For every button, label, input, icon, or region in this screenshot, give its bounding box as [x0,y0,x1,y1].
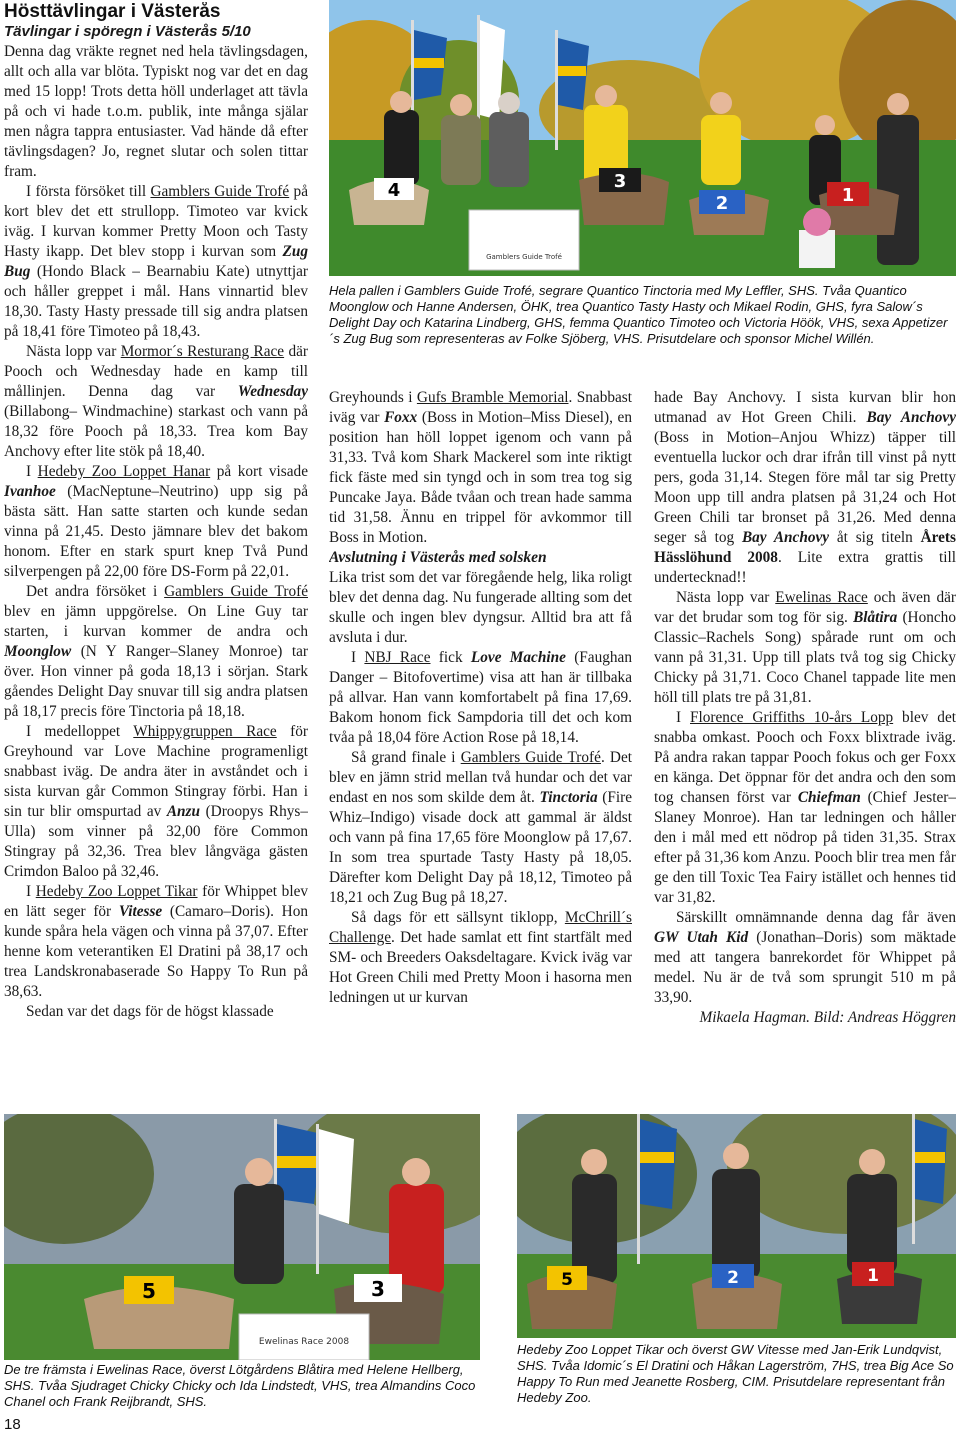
dog-name: GW Utah Kid [654,929,749,946]
race-name: NBJ Race [364,649,431,666]
race-number-1: 1 [841,185,855,206]
page-number: 18 [4,1416,21,1433]
paragraph: I NBJ Race fick Love Machine (Faughan Danger – Bitofovertime) visa att han är tillbaka på allvar. Han vann komfortabelt på fina 17,69. Bakom honom fick Sampdoria till det och kom tvåa på 18,04 före Action Rose på 18,14. [329,649,632,746]
paragraph: Så dags för ett sällsynt tiklopp, McChrill´s Challenge. Det hade samlat ett fint startfält med SM- och Breeders Oaksdeltagare. Kvick iväg var Hot Green Chili med Pretty Moon i hasorna men ledningen ut ur kurvan [329,909,632,1006]
section-heading: Avslutning i Västerås med solsken [329,549,547,566]
paragraph: I första försöket till Gamblers Guide Trofé på kort blev det ett strullopp. Timoteo var kvick iväg. I kurvan kommer Pretty Moon och Tasty Hasty ikapp. Det blev stopp i kurvan som Zug Bug (Hondo Black – Bearnabiu Kate) utnyttjar och håller greppet i mål. Hans vinnartid blev 18,30. Tasty Hasty pressade till sig andra platsen på 18,41 före Timoteo på 18,43. [4,183,308,340]
article-column-2 [329,388,632,1094]
dog-name: Foxx [384,409,418,426]
hedeby-zoo-photo [517,1114,956,1338]
race-number-2: 2 [727,1268,739,1288]
paragraph: Lika trist som det var föregående helg, lika roligt blev det denna dag. Nu fungerade allting som det skulle och ingen blev dyngsur. Alltid bra att få avsluta i dur. [329,569,632,646]
dog-name: Chiefman [797,789,861,806]
race-name: Hedeby Zoo Loppet Hanar [37,463,211,480]
paragraph: Så grand finale i Gamblers Guide Trofé. Det blev en jämn strid mellan två hundar och det var endast en nos som skilde dem åt. Tinctoria (Fire Whiz–Indigo) visade dock att gammal är äldst och vann på fina 17,65 före Moonglow på 17,67. In som trea spurtade Tasty Hasty på 18,05. Därefter kom Delight Day på 18,12, Timoteo på 18,21 och Zug Bug på 18,27. [329,749,632,906]
race-number-4: 4 [387,180,401,201]
dog-name: Blåtira [853,609,898,626]
race-number-5: 5 [561,1270,573,1290]
article-column-1 [4,2,308,1094]
title-name: Årets Hässlöhund 2008 [654,529,956,566]
race-number-3: 3 [371,1277,385,1301]
paragraph: Nästa lopp var Mormor´s Resturang Race där Pooch och Wednesday hade en kamp till mållinjen. Denna dag var Wednesday (Billabong– Windmachine) starkast och vann på 18,32 före Pooch på 18,33. Trea kom Bay Anchovy efter lite stök på 18,40. [4,343,308,460]
race-name: Gamblers Guide Trofé [150,183,290,200]
dog-name: Ivanhoe [4,483,56,500]
dog-name: Tinctoria [539,789,598,806]
dog-name: Zug Bug [4,243,308,280]
race-name: Whippygruppen Race [133,723,277,740]
podium-text: Ewelinas Race 2008 [258,1337,350,1347]
dog-name: Love Machine [470,649,566,666]
race-name: McChrill´s Challenge [329,909,632,946]
podium-photo [329,0,956,276]
dog-name: Anzu [166,803,201,820]
paragraph: Nästa lopp var Ewelinas Race och även där var det brudar som tog för sig. Blåtira (Honcho Classic–Rachels Song) spårade runt om och vann på 31,31. Upp till plats två tog sig Chicky Chicky på 31,71. Coco Chanel tappade lite men höll till plats tre på 31,81. [654,589,956,706]
paragraph: Denna dag vräkte regnet ned hela tävlingsdagen, allt och alla var blöta. Typiskt nog var det en dag med 15 lopp! Trots detta höll underlaget att tävla på och vi hade t.o.m. publik, inte många själar men några tappra entusiaster. Vad hände då efter tävlingsdagen? Jo, regnet slutar och solen tittar fram. [4,43,308,180]
race-name: Gamblers Guide Trofé [164,583,308,600]
paragraph: Särskillt omnämnande denna dag får även GW Utah Kid (Jonathan–Doris) som mäktade med att tangera banrekordet för Whippet på medel. Nu är de två som sprungit 510 m på 33,90. [654,909,956,1006]
race-name: Florence Griffiths 10-års Lopp [690,709,894,726]
race-name: Hedeby Zoo Loppet Tikar [35,883,198,900]
race-number-3: 3 [613,171,627,192]
race-name: Mormor´s Resturang Race [120,343,285,360]
bottom-right-photo-caption: Hedeby Zoo Loppet Tikar och överst GW Vitesse med Jan-Erik Lundqvist, SHS. Tvåa Idomic´s El Dratini och Håkan Lagerström, 7HS, trea Big Ace So Happy To Run med Jeanette Rosberg, CIM. Prisutdelare representant från Hedeby Zoo. [517,1342,954,1405]
dog-name: Vitesse [118,903,163,920]
paragraph: hade Bay Anchovy. I sista kurvan blir hon utmanad av Hot Green Chili. Bay Anchovy (Boss in Motion–Anjou Whizz) täpper till eventuella luckor och drar ifrån till vinst på nytt pers, goda 31,14. Stegen före mål tar sig Pretty Moon upp till andra platsen på 31,24 och Hot Green Chili tar bronset på 31,26. Med denna seger så tog Bay Anchovy åt sig titeln Årets Hässlöhund 2008. Lite extra grattis till undertecknad!! [654,389,956,586]
bottom-left-photo-caption: De tre främsta i Ewelinas Race, överst Lötgårdens Blåtira med Helene Hellberg, SHS. Tvåa Sjudraget Chicky Chicky och Ida Lindstedt, VHS, trea Almandins Coco Chanel och Frank Reijbrandt, SHS. [4,1362,476,1409]
article-title: Hösttävlingar i Västerås [4,2,221,22]
dog-name: Bay Anchovy [866,409,956,426]
race-name: Ewelinas Race [775,589,868,606]
paragraph: I medelloppet Whippygruppen Race för Greyhound var Love Machine programenligt snabbast iväg. De andra äter in avståndet och i sista kurvan går Common Stingray förbi. Han i sin tur blir omspurtad av Anzu (Droopys Rhys–Ulla) som vinner på 32,00 före Common Stingray på 32,36. Trea blev långväga gästen Crimdon Baloo på 32,46. [4,723,308,880]
ewelinas-race-photo [4,1114,480,1360]
dog-name: Moonglow [4,643,72,660]
dog-name: Wednesday [237,383,308,400]
paragraph: I Hedeby Zoo Loppet Tikar för Whippet blev en lätt seger för Vitesse (Camaro–Doris). Hon kunde spåra hela vägen och vinna på 37,07. Efter henne kom veterantiken El Dratini på 38,17 och trea Landskronabaserade So Happy To Run på 38,63. [4,883,308,1000]
race-number-2: 2 [715,193,729,214]
article-column-3 [654,388,956,1094]
race-name: Gamblers Guide Trofé [460,749,601,766]
dog-name: Bay Anchovy [741,529,830,546]
podium-text: Gamblers Guide Trofé [486,253,562,261]
race-number-5: 5 [142,1279,156,1303]
paragraph: I Florence Griffiths 10-års Lopp blev det snabba omkast. Pooch och Foxx blixtrade iväg. På andra rakan tappar Pooch fokus och ger Foxx en känga. Det öppnar för det andra och den som tog chansen först var Chiefman (Chief Jester–Slaney Monroe). Han tar ledningen och håller den i mål med ett nödrop på tiden 31,35. Strax efter på 31,36 kom Anzu. Pooch blir trea men får ge den till Toxic Tea Fairy istället och hennes tid var 31,82. [654,709,956,906]
top-photo-caption: Hela pallen i Gamblers Guide Trofé, segrare Quantico Tinctoria med My Leffler, SHS. Tvåa Quantico Moonglow och Hanne Andersen, ÖHK, trea Quantico Tasty Hasty och Mikael Rodin, GHS, fyra Salow´s Delight Day och Katarina Lindberg, GHS, femma Quantico Timoteo och Victoria Höök, VHS, sexa Appetizer´s Zug Bug som representeras av Folke Sjöberg, VHS. Prisutdelare och sponsor Michel Willén. [329,283,948,346]
paragraph: Greyhounds i Gufs Bramble Memorial. Snabbast iväg var Foxx (Boss in Motion–Miss Diesel), en position han höll loppet igenom och vann på 31,33. Två kom Shark Mackerel som inte riktigt fick fäste med sin tyngd och in som trea tog sig Puncake Jaya. Både tvåan och trean hade samma tid 31,58. Ännu en trippel för avkommor till Boss in Motion. [329,389,632,546]
article-subtitle: Tävlingar i spöregn i Västerås 5/10 [4,23,251,40]
race-number-1: 1 [867,1266,879,1286]
byline: Mikaela Hagman. Bild: Andreas Höggren [699,1009,956,1026]
paragraph: Sedan var det dags för de högst klassade [26,1003,274,1020]
paragraph: I Hedeby Zoo Loppet Hanar på kort visade Ivanhoe (MacNeptune–Neutrino) upp sig på bästa sätt. Han satte starten och kunde sedan vinna på 21,45. Desto jämnare blev det bakom honom. Efter en stark spurt knep Två Pund silverpengen på 22,00 före DS-Form på 22,01. [4,463,308,580]
race-name: Gufs Bramble Memorial [416,389,569,406]
paragraph: Det andra försöket i Gamblers Guide Trofé blev en jämn uppgörelse. On Line Guy tar starten, i kurvan kommer de andra och Moonglow (N Y Ranger–Slaney Monroe) tar över. Hon vinner på goda 18,13 i sörjan. Stark gåendes Delight Day snuvar till sig andra platsen på 18,17 precis före Tinctoria på 18,18. [4,583,308,720]
